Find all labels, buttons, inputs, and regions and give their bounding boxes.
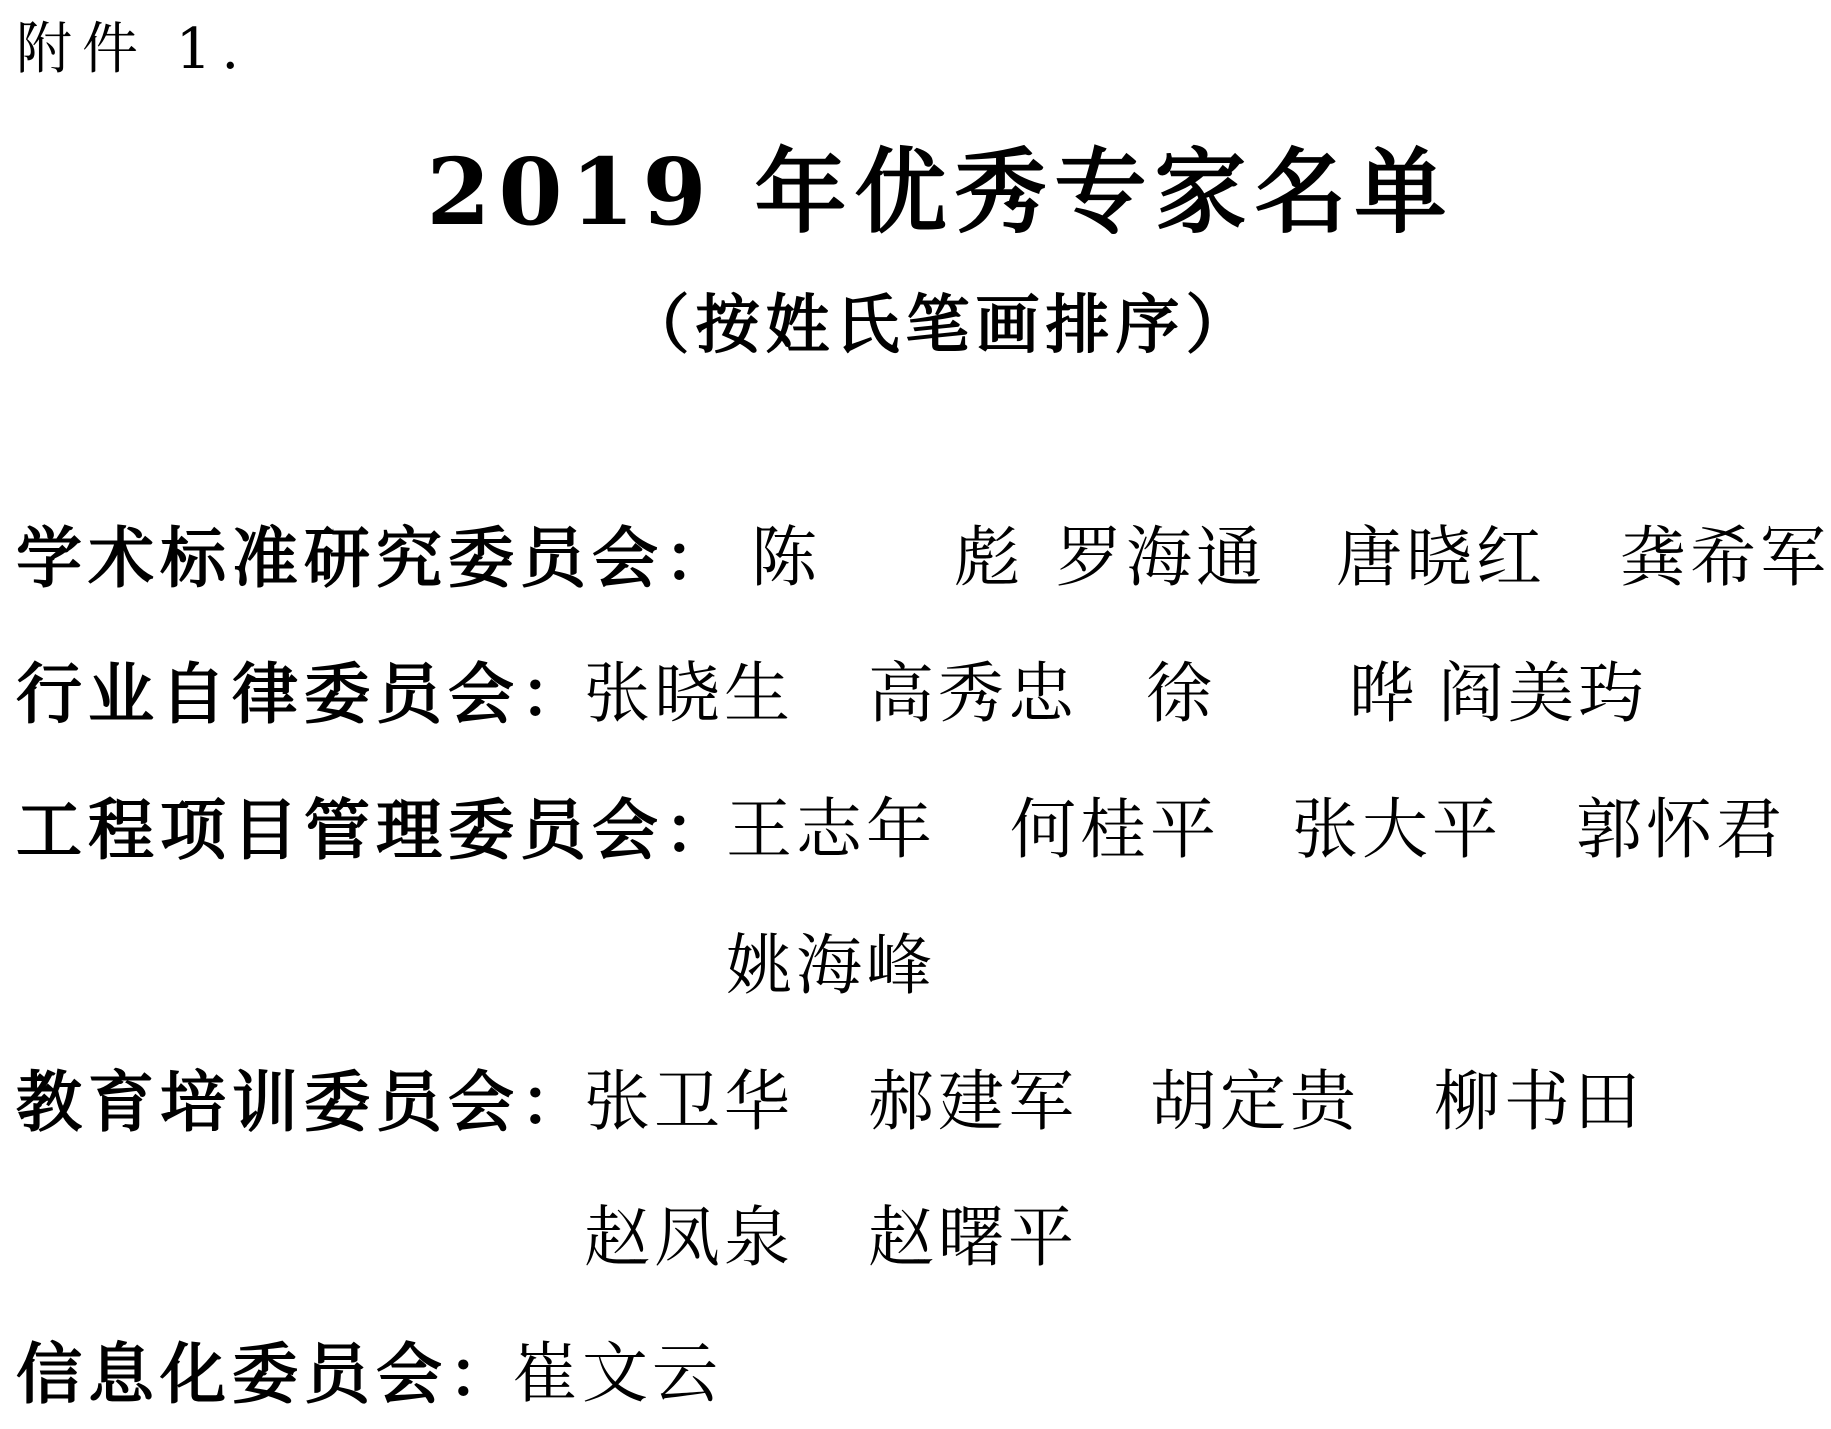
committee-label: 行业自律委员会： [16, 655, 592, 733]
expert-name: 罗海通 [1056, 519, 1266, 596]
committee-row-project-management [16, 790, 1826, 870]
expert-name: 高秀忠 [868, 655, 1078, 732]
expert-name: 陈 彪 [751, 519, 1078, 596]
committee-row-self-discipline [16, 654, 1826, 734]
expert-name: 张晓生 [584, 655, 794, 732]
expert-name: 唐晓红 [1336, 519, 1546, 596]
document-title: 2019 年优秀专家名单 [426, 138, 1455, 246]
expert-name: 姚海峰 [726, 927, 936, 1004]
expert-name: 龚希军 [1620, 519, 1830, 596]
committee-row-academic-standards [16, 518, 1830, 598]
expert-name: 徐 晔 [1146, 655, 1473, 732]
committee-row-education-training-cont [16, 1198, 1826, 1278]
expert-name: 阎美玙 [1438, 655, 1648, 732]
expert-name: 赵曙平 [868, 1199, 1078, 1276]
document-subtitle: （按姓氏笔画排序） [625, 288, 1256, 363]
committee-label: 学术标准研究委员会： [16, 519, 736, 597]
expert-name: 张卫华 [584, 1063, 794, 1140]
expert-name: 王志年 [726, 791, 936, 868]
committee-label: 教育培训委员会： [16, 1063, 592, 1141]
expert-name: 柳书田 [1434, 1063, 1644, 1140]
committee-row-project-management-cont [16, 926, 1826, 1006]
committee-row-informatization [16, 1334, 1826, 1414]
expert-name: 郝建军 [868, 1063, 1078, 1140]
expert-name: 郭怀君 [1576, 791, 1786, 868]
expert-name: 张大平 [1292, 791, 1502, 868]
expert-name: 崔文云 [512, 1335, 722, 1412]
expert-name: 何桂平 [1010, 791, 1220, 868]
committee-label: 信息化委员会： [16, 1335, 520, 1413]
attachment-label: 附件 1. [16, 17, 250, 82]
committee-label: 工程项目管理委员会： [16, 791, 736, 869]
expert-name: 赵凤泉 [584, 1199, 794, 1276]
committee-row-education-training [16, 1062, 1826, 1142]
expert-name: 胡定贵 [1150, 1063, 1360, 1140]
